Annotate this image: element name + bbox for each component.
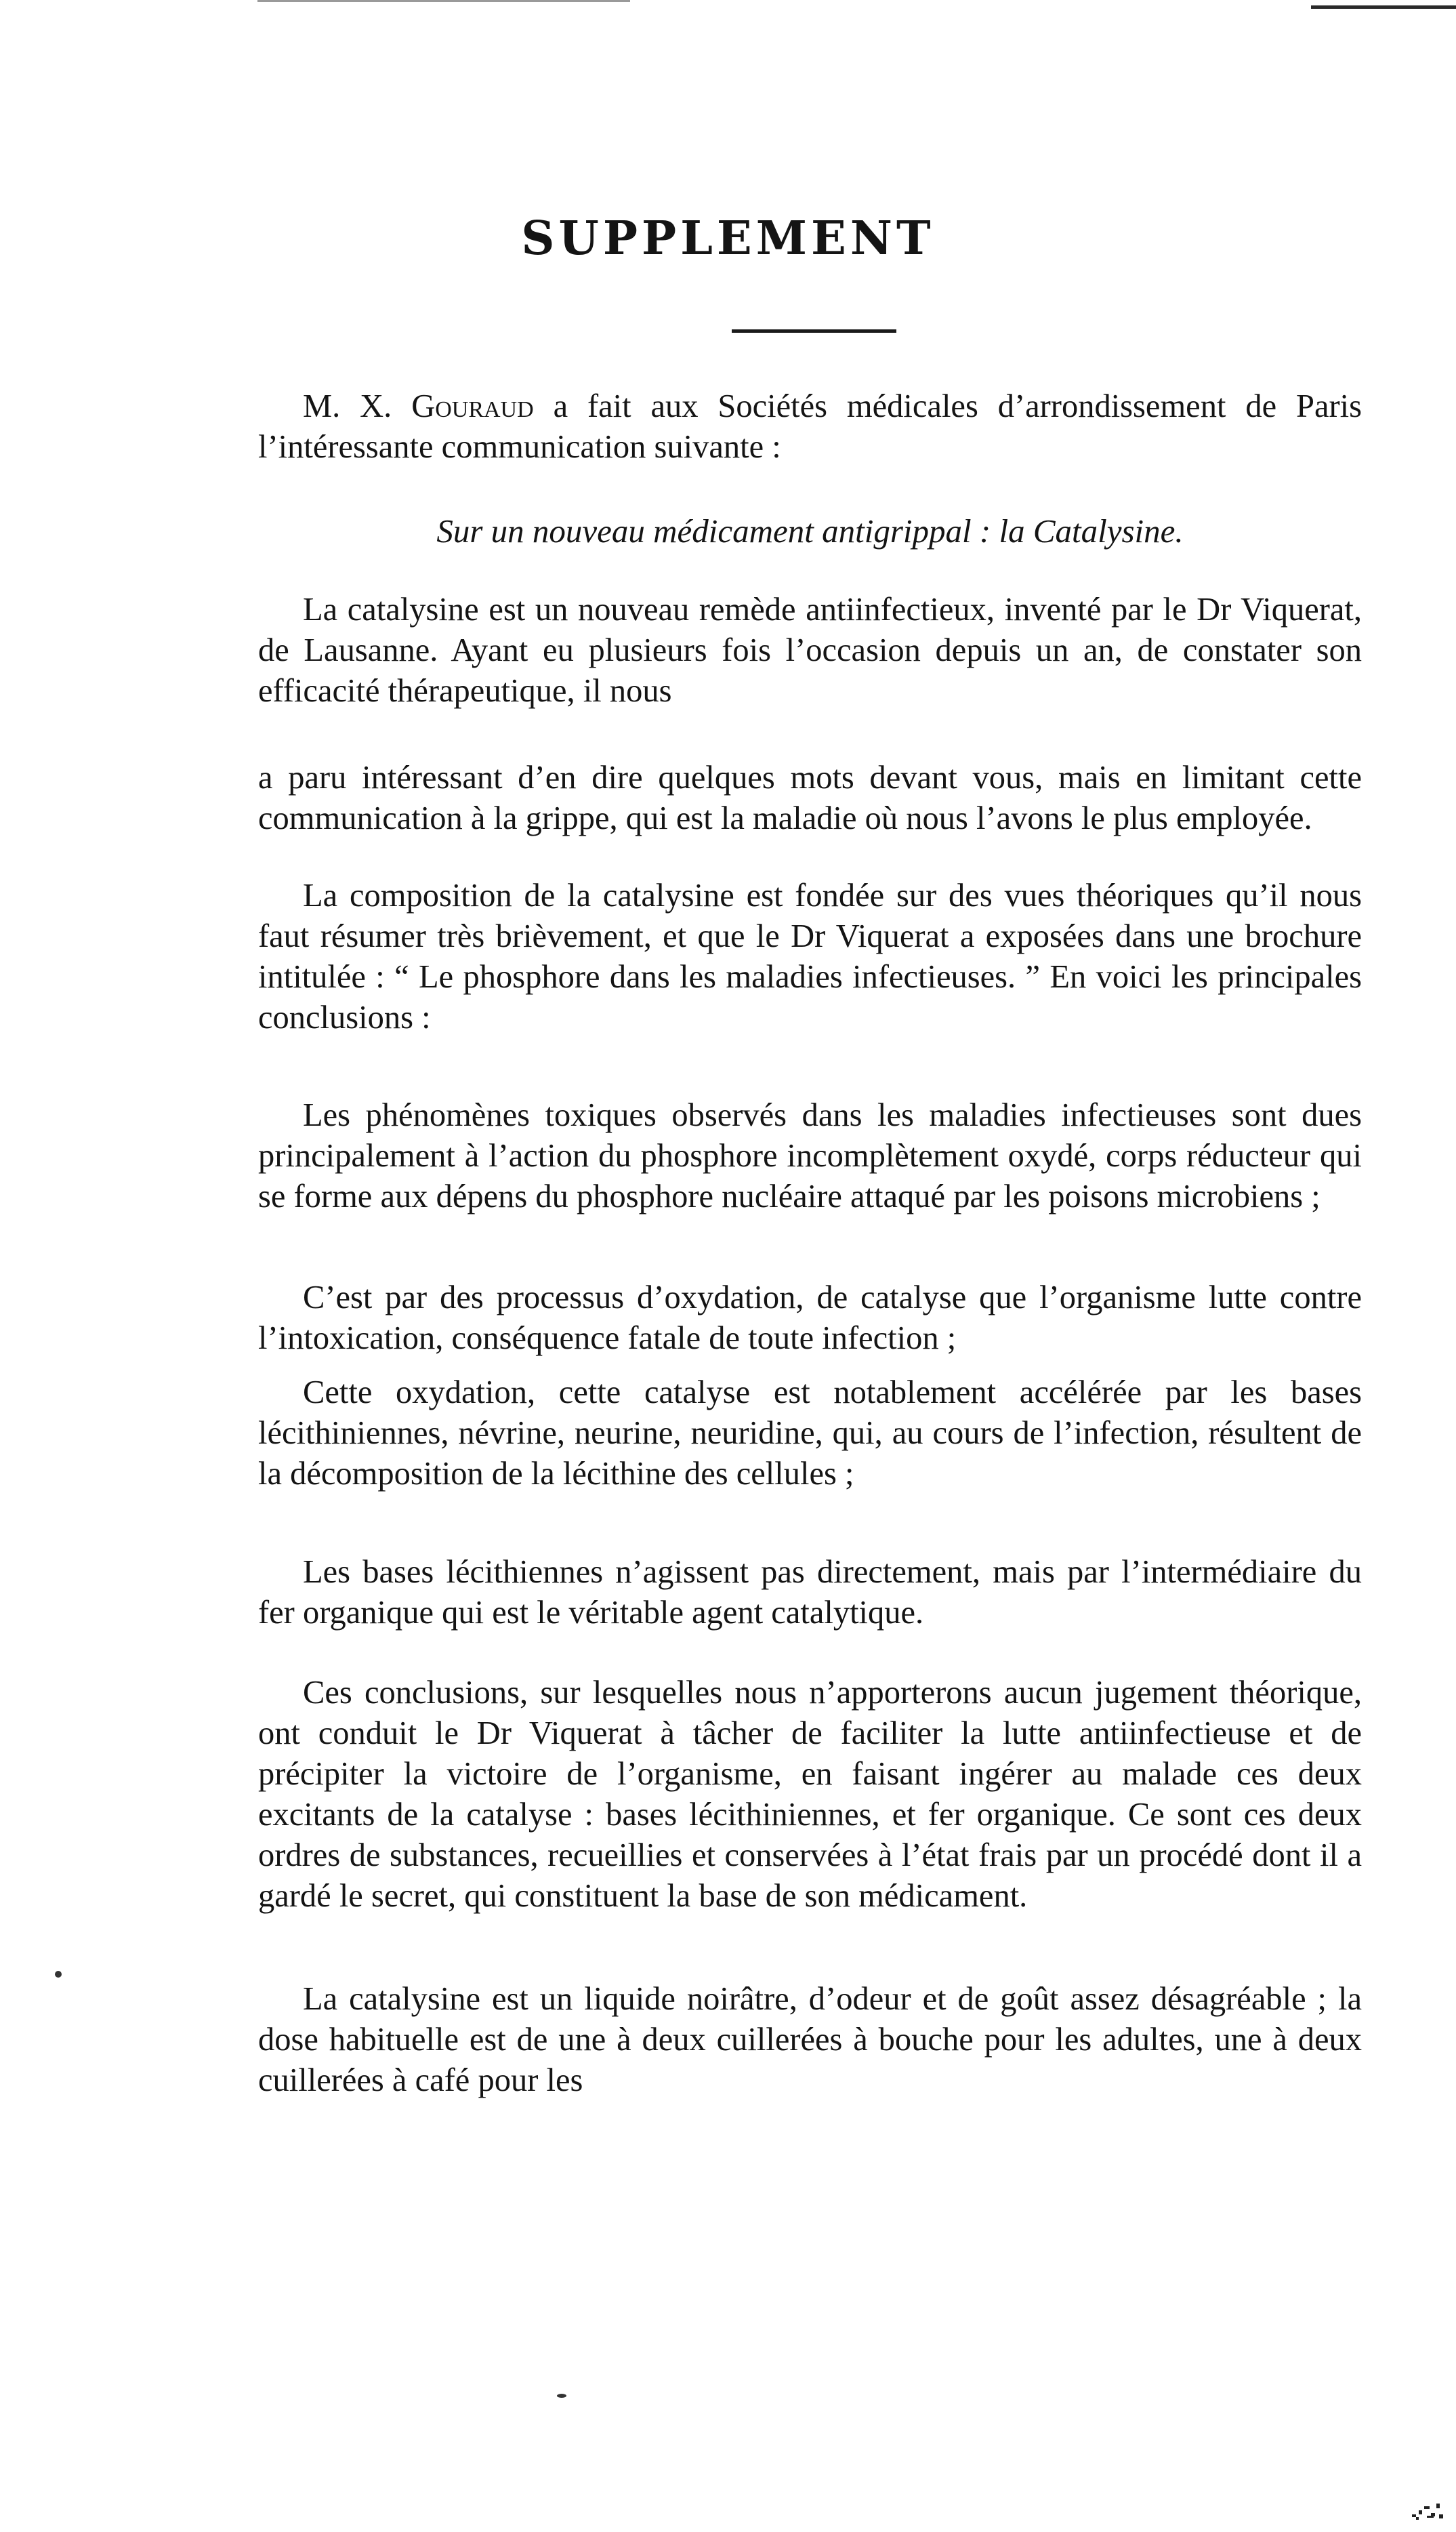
paragraph: C’est par des processus d’oxydation, de catalyse que l’organisme lutte contre l’intoxication, conséquence fatale de toute infection ;	[258, 1280, 1362, 1356]
author-name: Gouraud	[411, 388, 534, 424]
paragraph: La composition de la catalysine est fondée sur des vues théoriques qu’il nous faut résumer très brièvement, et que le Dr Viquerat a exposées dans une brochure intitulée : “ Le phosphore dans les maladies infectieuses. ” En voici les principales conclusions :	[258, 878, 1362, 1036]
paragraph: La catalysine est un liquide noirâtre, d’odeur et de goût assez désagréable ; la dose habituelle est de une à deux cuillerées à bouche pour les adultes, une à deux cuillerées à café pour les	[258, 1981, 1362, 2098]
paragraph: La catalysine est un nouveau remède antiinfectieux, inventé par le Dr Viquerat, de Lausanne. Ayant eu plusieurs fois l’occasion depuis un an, de constater son efficacité thérapeutique, il nous	[258, 592, 1362, 709]
scan-edge-line	[257, 0, 630, 2]
title-divider	[732, 329, 896, 333]
scan-edge-line	[1311, 5, 1456, 9]
intro-text: a fait aux Sociétés médicales d’arrondissement de Paris l’intéressante communication suivante :	[258, 388, 1362, 465]
paragraph: Les phénomènes toxiques observés dans les maladies infectieuses sont dues principalement à l’action du phosphore incomplètement oxydé, corps réducteur qui se forme aux dépens du phosphore nucléaire attaqué par les poisons microbiens ;	[258, 1097, 1362, 1214]
scan-speck	[55, 1971, 62, 1978]
scan-speck	[557, 2394, 566, 2398]
article-subtitle: Sur un nouveau médicament antigrippal : la Catalysine.	[436, 512, 1184, 550]
paragraph: Les bases lécithiennes n’agissent pas directement, mais par l’intermédiaire du fer organique qui est le véritable agent catalytique.	[258, 1554, 1362, 1631]
page-title: SUPPLEMENT	[521, 211, 935, 266]
author-prefix: M. X.	[303, 388, 392, 424]
intro-paragraph	[258, 386, 1362, 468]
paragraph: Cette oxydation, cette catalyse est notablement accélérée par les bases lécithiniennes, névrine, neurine, neuridine, qui, au cours de l’infection, résultent de la décomposition de la lécithine des cellules ;	[258, 1374, 1362, 1492]
scan-noise-marks	[1409, 2494, 1444, 2521]
paragraph-continuation: a paru intéressant d’en dire quelques mots devant vous, mais en limitant cette communication à la grippe, qui est la maladie où nous l’avons le plus employée.	[258, 760, 1362, 836]
paragraph: Ces conclusions, sur lesquelles nous n’apporterons aucun jugement théorique, ont conduit le Dr Viquerat à tâcher de faciliter la lutte antiinfectieuse et de précipiter la victoire de l’organisme, en faisant ingérer au malade ces deux excitants de la catalyse : bases lécithiniennes, et fer organique. Ce sont ces deux ordres de substances, recueillies et conservées à l’état frais par un procédé dont il a gardé le secret, qui constituent la base de son médicament.	[258, 1675, 1362, 1914]
